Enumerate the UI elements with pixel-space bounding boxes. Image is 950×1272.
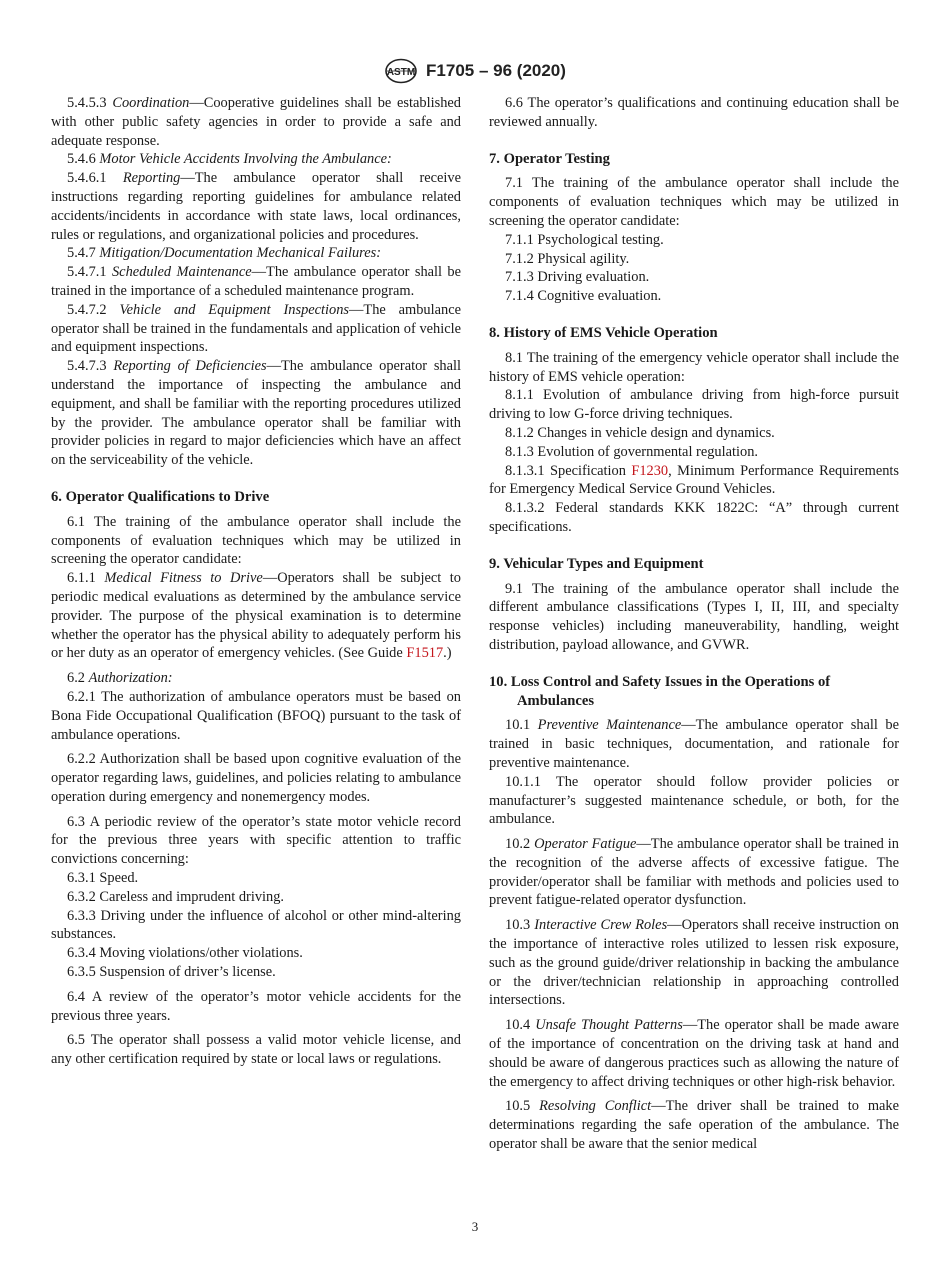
left-column bbox=[51, 94, 461, 1069]
paragraph-7-1-2: 7.1.2 Physical agility. bbox=[505, 250, 630, 267]
section-10-heading: 10. Loss Control and Safety Issues in the Operations of Ambulances bbox=[489, 673, 831, 709]
section-7-heading: 7. Operator Testing bbox=[489, 150, 610, 167]
page-number: 3 bbox=[471, 1219, 479, 1234]
right-column bbox=[489, 94, 899, 1154]
paragraph-5-4-7-3: 5.4.7.3 Reporting of Deficiencies—The ambulance operator shall understand the importance of inspecting the ambulance and equipment, and shall be familiar with the reporting procedures utilized by the provider. The ambulance operator shall be familiar with provider policies in regard to major deficiencies which have an affect on the serviceability of the vehicle. bbox=[51, 358, 461, 469]
paragraph-6-2: 6.2 Authorization: bbox=[67, 670, 173, 687]
paragraph-6-2-2: 6.2.2 Authorization shall be based upon cognitive evaluation of the operator regarding laws, guidelines, and policies relating to ambulance operation during emergency and nonemergency modes. bbox=[51, 751, 461, 805]
paragraph-5-4-6: 5.4.6 Motor Vehicle Accidents Involving the Ambulance: bbox=[67, 151, 392, 168]
paragraph-6-1: 6.1 The training of the ambulance operator shall include the components of evaluation techniques which may be utilized in screening the operator candidate: bbox=[51, 513, 461, 568]
paragraph-8-1-3-1: 8.1.3.1 Specification F1230, Minimum Performance Requirements for Emergency Medical Service Ground Vehicles. bbox=[489, 462, 899, 498]
paragraph-8-1: 8.1 The training of the emergency vehicle operator shall include the history of EMS vehicle operation: bbox=[489, 349, 899, 385]
spec-f1230-link[interactable]: F1230 bbox=[631, 462, 669, 479]
paragraph-10-2: 10.2 Operator Fatigue—The ambulance operator shall be trained in the recognition of the adverse affects of excessive fatigue. The provider/operator shall be familiar with methods and policies used to prevent fatigue-related operator dysfunction. bbox=[489, 836, 899, 909]
section-6-heading: 6. Operator Qualifications to Drive bbox=[51, 488, 270, 505]
paragraph-5-4-7-2: 5.4.7.2 Vehicle and Equipment Inspections—The ambulance operator shall be trained in the fundamentals and application of vehicle and equipment inspections. bbox=[51, 301, 461, 356]
section-8-heading: 8. History of EMS Vehicle Operation bbox=[489, 324, 718, 341]
section-9-heading: 9. Vehicular Types and Equipment bbox=[489, 555, 704, 572]
paragraph-7-1: 7.1 The training of the ambulance operator shall include the components of evaluation techniques which may be utilized in screening the operator candidate: bbox=[489, 175, 899, 229]
paragraph-8-1-3: 8.1.3 Evolution of governmental regulation. bbox=[505, 443, 758, 460]
paragraph-5-4-6-1: 5.4.6.1 Reporting—The ambulance operator shall receive instructions regarding reporting guidelines for ambulance related accidents/incidents in accordance with state laws, local ordinances, rules or regulations, and organizational policies and procedures. bbox=[51, 170, 462, 243]
paragraph-8-1-2: 8.1.2 Changes in vehicle design and dynamics. bbox=[505, 424, 775, 441]
paragraph-9-1: 9.1 The training of the ambulance operator shall include the different ambulance classifications (Types I, II, III, and specialty response vehicles) including maneuverability, handling, weight distribution, payload allowance, and GVWR. bbox=[489, 580, 899, 653]
paragraph-6-3-1: 6.3.1 Speed. bbox=[67, 870, 139, 887]
paragraph-6-6: 6.6 The operator’s qualifications and continuing education shall be reviewed annually. bbox=[489, 95, 899, 130]
paragraph-6-1-1: 6.1.1 Medical Fitness to Drive—Operators shall be subject to periodic medical evaluations as determined by the ambulance service provider. The purpose of the physical examination is to determine whether the operator has the physical ability to adequately perform his or her duty as an operator of emergency vehicles. (See Guide F1517.) bbox=[51, 570, 461, 662]
paragraph-6-3-3: 6.3.3 Driving under the influence of alcohol or other mind-altering substances. bbox=[51, 907, 461, 943]
paragraph-10-4: 10.4 Unsafe Thought Patterns—The operator shall be made aware of the importance of concentration on the driving task at hand and should be aware of dangerous practices such as allowing the nature of the emergency to affect driving techniques or other high-risk behavior. bbox=[489, 1017, 899, 1090]
paragraph-7-1-3: 7.1.3 Driving evaluation. bbox=[505, 269, 650, 286]
paragraph-7-1-1: 7.1.1 Psychological testing. bbox=[505, 231, 664, 248]
paragraph-8-1-3-2: 8.1.3.2 Federal standards KKK 1822C: “A” through current specifications. bbox=[489, 500, 899, 535]
paragraph-6-2-1: 6.2.1 The authorization of ambulance operators must be based on Bona Fide Occupational Qualification (BFOQ) pursuant to the task of ambulance operations. bbox=[51, 688, 461, 743]
astm-logo-icon bbox=[384, 58, 418, 84]
paragraph-7-1-4: 7.1.4 Cognitive evaluation. bbox=[505, 288, 662, 305]
paragraph-6-3-5: 6.3.5 Suspension of driver’s license. bbox=[67, 964, 276, 981]
paragraph-6-3-4: 6.3.4 Moving violations/other violations. bbox=[67, 945, 303, 962]
paragraph-5-4-7-1: 5.4.7.1 Scheduled Maintenance—The ambulance operator shall be trained in the importance of a scheduled maintenance program. bbox=[51, 264, 462, 299]
paragraph-6-5: 6.5 The operator shall possess a valid motor vehicle license, and any other certification required by state or local laws or regulations. bbox=[51, 1032, 461, 1068]
paragraph-6-3: 6.3 A periodic review of the operator’s state motor vehicle record for the previous three years with specific attention to traffic convictions concerning: bbox=[51, 813, 461, 868]
document-designation: F1705 – 96 (2020) bbox=[426, 61, 566, 80]
paragraph-10-3: 10.3 Interactive Crew Roles—Operators shall receive instruction on the importance of interactive roles utilized to lessen risk exposure, such as the ground guide/driver relationship in backing the ambulance or the driver/technician relationship in approaching controlled intersections. bbox=[489, 917, 899, 1009]
svg-text:ASTM: ASTM bbox=[386, 67, 416, 78]
paragraph-5-4-7: 5.4.7 Mitigation/Documentation Mechanical Failures: bbox=[67, 245, 382, 262]
paragraph-10-1-1: 10.1.1 The operator should follow provider policies or manufacturer’s suggested maintenance schedule, or both, for the ambulance. bbox=[489, 773, 899, 828]
guide-f1517-link[interactable]: F1517 bbox=[406, 645, 444, 662]
paragraph-5-4-5-3: 5.4.5.3 Coordination—Cooperative guidelines shall be established with other public safety agencies in order to provide a safe and adequate response. bbox=[51, 95, 461, 149]
paragraph-10-5: 10.5 Resolving Conflict—The driver shall be trained to make determinations regarding the safe operation of the ambulance. The operator shall be aware that the senior medical bbox=[489, 1098, 899, 1153]
paragraph-8-1-1: 8.1.1 Evolution of ambulance driving from high-force pursuit driving to low G-force driving techniques. bbox=[489, 387, 899, 423]
paragraph-6-4: 6.4 A review of the operator’s motor vehicle accidents for the previous three years. bbox=[51, 988, 461, 1024]
paragraph-6-3-2: 6.3.2 Careless and imprudent driving. bbox=[67, 888, 285, 905]
paragraph-10-1: 10.1 Preventive Maintenance—The ambulance operator shall be trained in basic techniques, documentation, and rationale for preventive maintenance. bbox=[489, 717, 899, 771]
page-header bbox=[0, 58, 950, 84]
